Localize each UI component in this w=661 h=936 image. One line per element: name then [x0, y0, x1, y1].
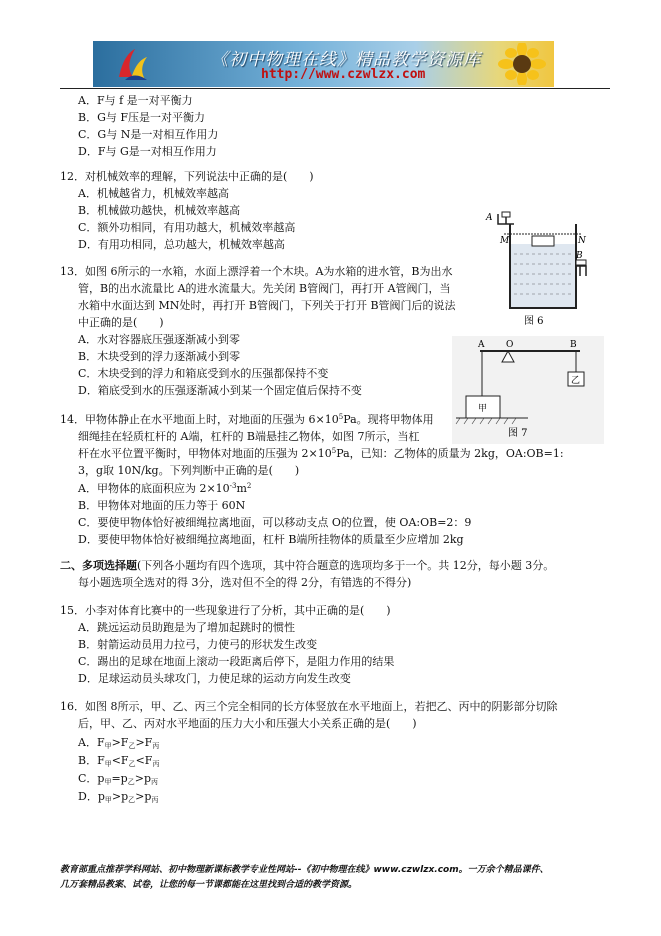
- fig6-label-a: A: [486, 213, 493, 223]
- fig6-label-n: N: [578, 236, 586, 246]
- q13-option-c: C．木块受到的浮力和箱底受到水的压强都保持不变: [78, 367, 329, 380]
- q15-option-c: C．踢出的足球在地面上滚动一段距离后停下，是阻力作用的结果: [78, 655, 395, 668]
- fig7-caption: 图 7: [508, 428, 528, 439]
- q11-option-c: C．G与 N是一对相互作用力: [78, 128, 219, 141]
- q11-option-d: D．F与 G是一对相互作用力: [78, 145, 217, 158]
- q16-option-c: C．p甲=p乙>p丙: [78, 772, 158, 786]
- figure-7-lever: [452, 336, 604, 444]
- q12-option-b: B．机械做功越快，机械效率越高: [78, 204, 241, 217]
- section-2-heading-line: 二、多项选择题(下列各小题均有四个选项，其中符合题意的选项均多于一个。共 12分，每小题 3分。: [60, 559, 555, 572]
- banner-title: 《初中物理在线》精品教学资源库: [211, 50, 481, 70]
- fig7-label-b: B: [570, 340, 577, 350]
- fig7-label-jia: 甲: [478, 404, 488, 414]
- q14-stem-line-3: 杆在水平位置平衡时，甲物体对地面的压强为 $2\times 10^5Pa$，已知：乙物体的质量为 2kg，OA:OB=1:: [78, 447, 564, 460]
- q14-stem-line-4: 3，g取 10N/kg。下列判断中正确的是( ): [78, 464, 300, 477]
- section-2-heading: 二、多项选择题: [60, 559, 137, 572]
- q14-option-d: D．要使甲物体恰好被细绳拉离地面，杠杆 B端所挂物体的质量至少应增加 2kg: [78, 533, 464, 546]
- q11-option-a: A．F与 f 是一对平衡力: [78, 94, 193, 107]
- footer-line-2: 几万套精品教案、试卷，让您的每一节课都能在这里找到合适的教学资源。: [60, 880, 358, 890]
- q13-option-a: A．水对容器底压强逐渐减小到零: [78, 333, 240, 346]
- q11-option-b: B．G与 F压是一对平衡力: [78, 111, 205, 124]
- q13-stem-line-4: 中正确的是( ): [78, 316, 164, 329]
- sunflower-icon: [494, 43, 550, 85]
- section-2-instruction: 每小题选项全选对的得 3分，选对但不全的得 2分，有错选的不得分): [78, 576, 412, 589]
- site-logo-icon: [115, 47, 151, 83]
- fig7-label-o: O: [506, 340, 514, 350]
- q14-option-b: B．甲物体对地面的压力等于 60N: [78, 499, 246, 512]
- q16-stem-line-1: 16．如图 8所示，甲、乙、丙三个完全相同的长方体竖放在水平地面上，若把乙、丙中的阴影部分切除: [60, 700, 558, 713]
- q14-option-a: A．甲物体的底面积应为 $2\times 10^{-3}m^2$: [78, 482, 252, 495]
- q14-stem-line-2: 细绳挂在轻质杠杆的 A端，杠杆的 B端悬挂乙物体，如图 7所示，当杠: [78, 430, 420, 443]
- q15-option-b: B．射箭运动员用力拉弓，力使弓的形状发生改变: [78, 638, 318, 651]
- q13-stem-line-2: 管，B的出水流量比 A的进水流量大。先关闭 B管阀门，再打开 A管阀门，当: [78, 282, 451, 295]
- q15-stem: 15．小李对体育比赛中的一些现象进行了分析，其中正确的是( ): [60, 604, 391, 617]
- fig6-label-b: B: [576, 251, 583, 261]
- q12-option-c: C．额外功相同，有用功越大，机械效率越高: [78, 221, 296, 234]
- fig7-label-a: A: [478, 340, 485, 350]
- q12-option-a: A．机械越省力，机械效率越高: [78, 187, 229, 200]
- q16-option-b: B．F甲<F乙<F丙: [78, 754, 160, 768]
- q13-stem-line-3: 水箱中水面达到 MN处时，再打开 B管阀门，下列关于打开 B管阀门后的说法: [78, 299, 456, 312]
- header-banner: [93, 41, 554, 87]
- q16-stem-line-2: 后，甲、乙、丙对水平地面的压力大小和压强大小关系正确的是( ): [78, 717, 417, 730]
- q12-option-d: D．有用功相同，总功越大，机械效率越高: [78, 238, 285, 251]
- header-rule: [60, 88, 610, 89]
- footer-line-1: 教育部重点推荐学科网站、初中物理新课标教学专业性网站--《初中物理在线》www.czwlzx.com。一万余个精品课件、: [60, 865, 549, 875]
- fig6-label-m: M: [500, 236, 510, 246]
- q16-option-d: D．p甲>p乙>p丙: [78, 790, 159, 804]
- fig6-caption: 图 6: [524, 316, 544, 327]
- q12-stem: 12．对机械效率的理解，下列说法中正确的是( ): [60, 170, 314, 183]
- q13-stem-line-1: 13．如图 6所示的一水箱，水面上漂浮着一个木块。A为水箱的进水管，B为出水: [60, 265, 453, 278]
- q15-option-a: A．跳远运动员助跑是为了增加起跳时的惯性: [78, 621, 295, 634]
- q14-stem-line-1: 14．甲物体静止在水平地面上时，对地面的压强为 $6\times 10^5Pa$。现将甲物体用: [60, 413, 434, 426]
- fig7-label-yi: 乙: [571, 376, 581, 386]
- q14-option-c: C．要使甲物体恰好被细绳拉离地面，可以移动支点 O的位置，使 OA:OB=2：9: [78, 516, 472, 529]
- q13-option-b: B．木块受到的浮力逐渐减小到零: [78, 350, 241, 363]
- q15-option-d: D．足球运动员头球攻门，力使足球的运动方向发生改变: [78, 672, 351, 685]
- q13-option-d: D．箱底受到水的压强逐渐减小到某一个固定值后保持不变: [78, 384, 362, 397]
- q16-option-a: A．F甲>F乙>F丙: [78, 736, 160, 750]
- figure-6-water-tank: [484, 210, 604, 330]
- banner-url[interactable]: http://www.czwlzx.com: [261, 67, 426, 82]
